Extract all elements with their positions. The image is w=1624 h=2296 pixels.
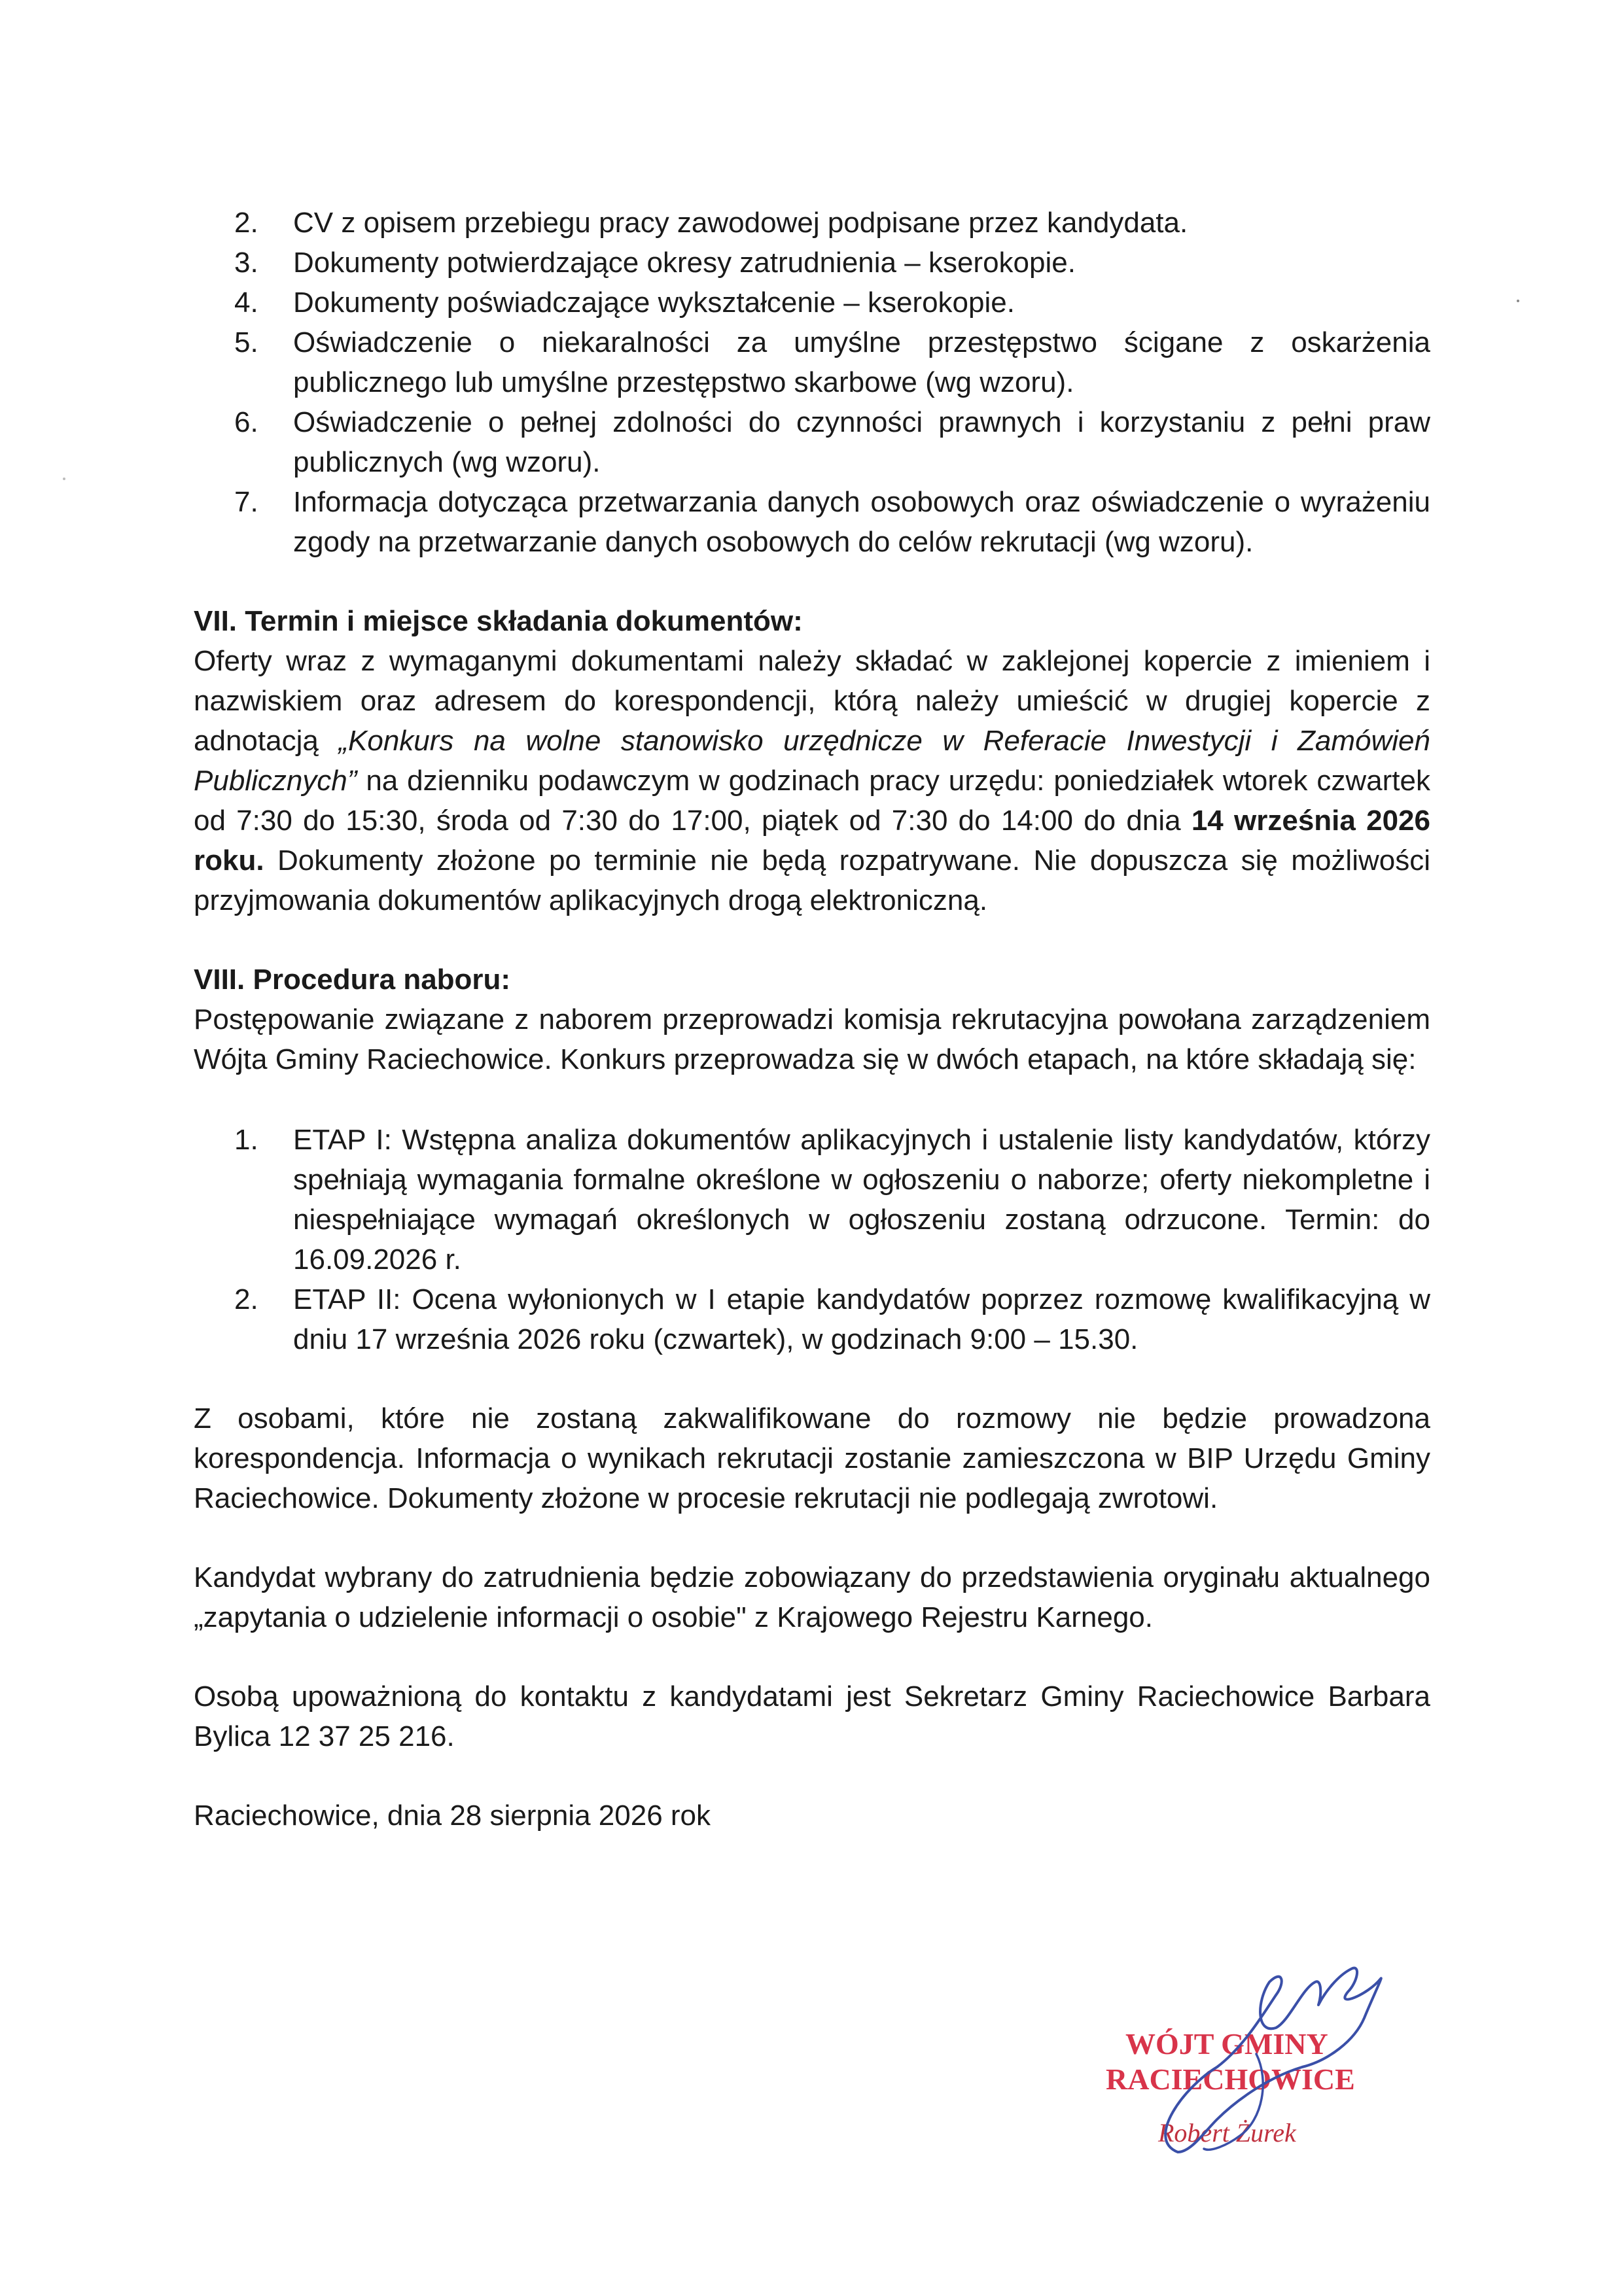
- list-item: [194, 203, 1430, 243]
- list-text: Oświadczenie o niekaralności za umyślne przestępstwo ścigane z oskarżenia publicznego lub umyślne przestępstwo skarbowe (wg wzoru).: [293, 326, 1430, 398]
- section-8-intro: Postępowanie związane z naborem przeprowadzi komisja rekrutacyjna powołana zarządzeniem Wójta Gminy Raciechowice. Konkurs przeprowadza się w dwóch etapach, na które składają się:: [194, 1003, 1430, 1075]
- list-text: ETAP I: Wstępna analiza dokumentów aplikacyjnych i ustalenie listy kandydatów, którzy spełniają wymagania formalne określone w ogłoszeniu o naborze; oferty niekompletne i niespełniające wymagań określonych w ogłoszeniu zostaną odrzucone. Termin: do 16.09.2026 r.: [293, 1124, 1430, 1276]
- section-7-text-3: Dokumenty złożone po terminie nie będą rozpatrywane. Nie dopuszcza się możliwości przyjmowania dokumentów aplikacyjnych drogą elektroniczną.: [194, 844, 1430, 916]
- correspondence-paragraph: Z osobami, które nie zostaną zakwalifikowane do rozmowy nie będzie prowadzona korespondencja. Informacja o wynikach rekrutacji zostanie zamieszczona w BIP Urzędu Gminy Raciechowice. Dokumenty złożone w procesie rekrutacji nie podlegają zwrotowi.: [194, 1402, 1430, 1514]
- certificate-paragraph: Kandydat wybrany do zatrudnienia będzie zobowiązany do przedstawienia oryginału aktualnego „zapytania o udzielenie informacji o osobie" z Krajowego Rejestru Karnego.: [194, 1561, 1430, 1633]
- list-text: Oświadczenie o pełnej zdolności do czynności prawnych i korzystaniu z pełni praw publicznych (wg wzoru).: [293, 406, 1430, 478]
- scan-speck: [63, 478, 65, 480]
- document-page: [194, 203, 1430, 1835]
- list-text: Dokumenty potwierdzające okresy zatrudnienia – kserokopie.: [293, 247, 1076, 279]
- section-7-text-2: na dzienniku podawczym w godzinach pracy urzędu: poniedziałek wtorek czwartek od 7:30 do 15:30, środa od 7:30 do 17:00, piątek od 7:30 do 14:00 do dnia: [194, 765, 1430, 837]
- list-number: 6.: [234, 406, 258, 438]
- section-7-annotation: „Konkurs na wolne stanowisko urzędnicze w Referacie Inwestycji i Zamówień Publicznych”: [194, 725, 1430, 797]
- list-number: 2.: [234, 207, 258, 239]
- requirements-list: [194, 203, 1430, 562]
- list-text: Dokumenty poświadczające wykształcenie – kserokopie.: [293, 287, 1015, 319]
- list-number: 4.: [234, 287, 258, 319]
- stamp-line-1: WÓJT GMINY: [1125, 2027, 1328, 2061]
- list-item: [194, 243, 1430, 283]
- list-item: [194, 322, 1430, 402]
- section-7-text-1: Oferty wraz z wymaganymi dokumentami należy składać w zaklejonej kopercie z imieniem i nazwiskiem oraz adresem do korespondencji, którą należy umieścić w drugiej kopercie z adnotacją: [194, 645, 1430, 757]
- stages-list: [194, 1120, 1430, 1359]
- section-7-deadline: 14 września 2026 roku.: [194, 805, 1430, 877]
- list-text: CV z opisem przebiegu pracy zawodowej podpisane przez kandydata.: [293, 207, 1188, 239]
- list-number: 5.: [234, 326, 258, 358]
- list-item: [194, 1279, 1430, 1359]
- section-7-paragraph: [194, 641, 1430, 920]
- stamp-line-2: RACIECHOWICE: [1106, 2062, 1355, 2096]
- handwritten-signature: [1106, 1956, 1407, 2165]
- section-8-heading: VIII. Procedura naboru:: [194, 964, 511, 996]
- scan-speck: [1517, 300, 1519, 302]
- section-7-heading: VII. Termin i miejsce składania dokumentów:: [194, 605, 803, 637]
- list-number: 2.: [234, 1283, 258, 1315]
- list-item: [194, 402, 1430, 482]
- list-number: 3.: [234, 247, 258, 279]
- list-item: [194, 1120, 1430, 1279]
- list-number: 1.: [234, 1124, 258, 1156]
- list-text: Informacja dotycząca przetwarzania danych osobowych oraz oświadczenie o wyrażeniu zgody na przetwarzanie danych osobowych do celów rekrutacji (wg wzoru).: [293, 486, 1430, 558]
- list-number: 7.: [234, 486, 258, 518]
- list-item: [194, 283, 1430, 322]
- contact-paragraph: Osobą upoważnioną do kontaktu z kandydatami jest Sekretarz Gminy Raciechowice Barbara Bylica 12 37 25 216.: [194, 1680, 1430, 1752]
- official-stamp: [1106, 1956, 1407, 2165]
- list-item: [194, 482, 1430, 562]
- stamp-name: Robert Żurek: [1158, 2118, 1296, 2148]
- place-date: Raciechowice, dnia 28 sierpnia 2026 rok: [194, 1800, 711, 1832]
- list-text: ETAP II: Ocena wyłonionych w I etapie kandydatów poprzez rozmowę kwalifikacyjną w dniu 17 września 2026 roku (czwartek), w godzinach 9:00 – 15.30.: [293, 1283, 1430, 1355]
